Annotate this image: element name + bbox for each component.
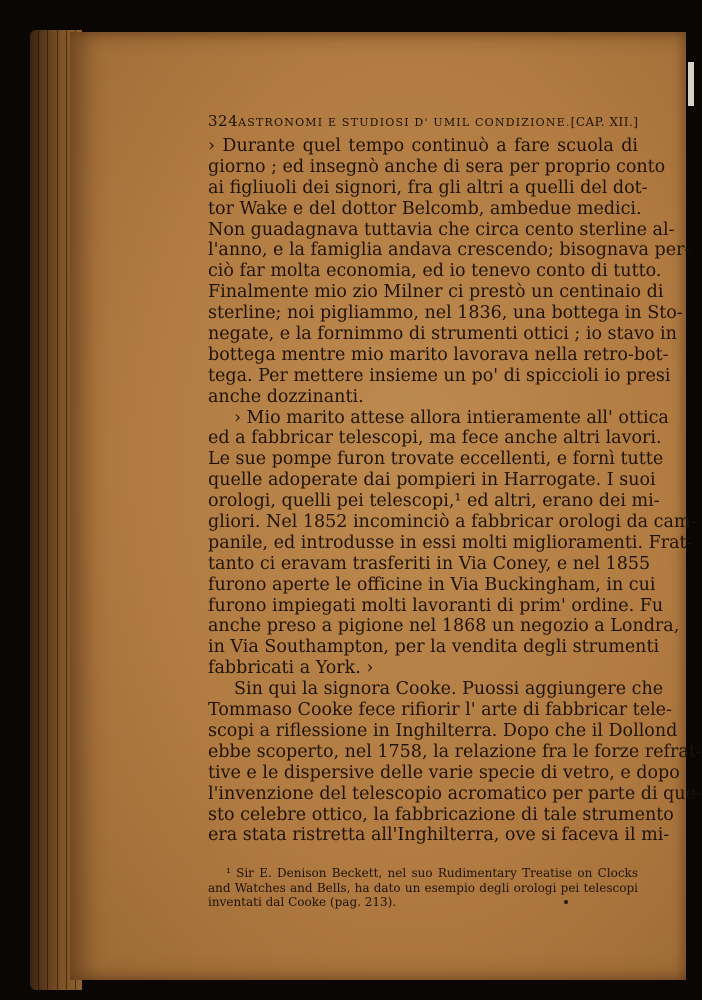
text-line: ciò far molta economia, ed io tenevo conto di tutto.: [208, 261, 662, 282]
text-line: scopi a riflessione in Inghilterra. Dopo che il Dollond: [208, 720, 678, 741]
text-line: ebbe scoperto, nel 1758, la relazione fra le forze refrat-: [208, 741, 702, 762]
text-line: furono aperte le officine in Via Buckingham, in cui: [208, 574, 656, 595]
chapter-label: [CAP. XII.]: [570, 115, 639, 129]
footnote-line: and Watches and Bells, ha dato un esempio degli orologi pei telescopi: [208, 880, 638, 895]
text-line: panile, ed introdusse in essi molti miglioramenti. Frat-: [208, 532, 693, 553]
text-line: anche dozzinanti.: [208, 386, 364, 407]
text-line: tanto ci eravam trasferiti in Via Coney, e nel 1855: [208, 553, 651, 574]
text-line: ed a fabbricar telescopi, ma fece anche altri lavori.: [208, 428, 662, 449]
text-line: gliori. Nel 1852 incominciò a fabbricar orologi da cam-: [208, 512, 697, 533]
page-edge-mark: [688, 62, 694, 106]
text-line: Sin qui la signora Cooke. Puossi aggiungere che: [234, 679, 664, 700]
text-line: fabbricati a York. ›: [208, 658, 374, 679]
text-line: Finalmente mio zio Milner ci prestò un centinaio di: [208, 282, 664, 303]
text-line: tega. Per mettere insieme un po' di spiccioli io presi: [208, 365, 671, 386]
text-line: bottega mentre mio marito lavorava nella retro-bot-: [208, 344, 669, 365]
text-line: negate, e la fornimmo di strumenti ottici ; io stavo in: [208, 324, 677, 345]
text-line: giorno ; ed insegnò anche di sera per proprio conto: [208, 156, 666, 177]
running-title: ASTRONOMI E STUDIOSI D' UMIL CONDIZIONE.: [238, 116, 571, 129]
text-line: Tommaso Cooke fece rifiorir l' arte di fabbricar tele-: [208, 700, 672, 721]
text-line: › Durante quel tempo continuò a fare scuola di: [208, 136, 638, 156]
page-text: [208, 112, 702, 910]
text-line: Non guadagnava tuttavia che circa cento sterline al-: [208, 219, 675, 240]
text-line: quelle adoperate dai pompieri in Harrogate. I suoi: [208, 470, 656, 491]
text-line: l'invenzione del telescopio acromatico per parte di que-: [208, 783, 702, 804]
text-line: era stata ristretta all'Inghilterra, ove si faceva il mi-: [208, 825, 670, 846]
text-line: in Via Southampton, per la vendita degli strumenti: [208, 637, 660, 658]
running-header: [208, 112, 638, 130]
text-line: l'anno, e la famiglia andava crescendo; bisognava per-: [208, 240, 691, 261]
text-line: anche preso a pigione nel 1868 un negozio a Londra,: [208, 616, 680, 637]
page-number: 324: [208, 112, 239, 130]
text-line: sterline; noi pigliammo, nel 1836, una bottega in Sto-: [208, 303, 683, 324]
footnote-line: ¹ Sir E. Denison Beckett, nel suo Rudimentary Treatise on Clocks: [226, 866, 638, 881]
ink-speck: [564, 900, 568, 904]
text-line: Le sue pompe furon trovate eccellenti, e fornì tutte: [208, 449, 664, 470]
text-line: furono impiegati molti lavoranti di prim' ordine. Fu: [208, 595, 664, 616]
text-line: tor Wake e del dottor Belcomb, ambedue medici.: [208, 198, 642, 219]
text-line: sto celebre ottico, la fabbricazione di tale strumento: [208, 804, 674, 825]
text-line: orologi, quelli pei telescopi,¹ ed altri, erano dei mi-: [208, 491, 660, 512]
text-line: › Mio marito attese allora intieramente all' ottica: [234, 407, 669, 428]
footnote: [208, 866, 638, 910]
text-line: ai figliuoli dei signori, fra gli altri a quelli del dot-: [208, 177, 648, 198]
footnote-line: inventati dal Cooke (pag. 213).: [208, 895, 397, 910]
text-line: tive e le dispersive delle varie specie di vetro, e dopo: [208, 762, 680, 783]
